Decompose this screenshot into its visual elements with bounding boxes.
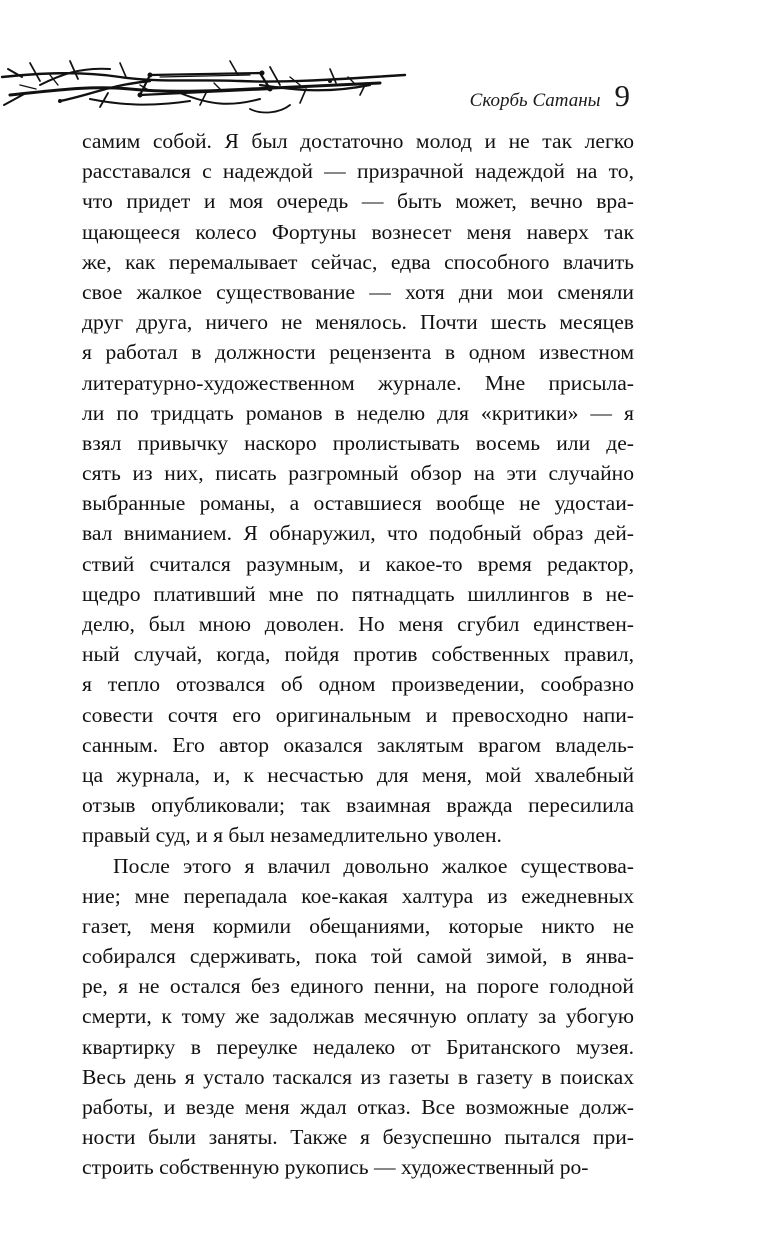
text-line: ре, я не остался без единого пенни, на пороге голодной bbox=[82, 974, 634, 999]
text-line: друг друга, ничего не менялось. Почти шесть месяцев bbox=[82, 310, 634, 335]
text-line: делю, был мною доволен. Но меня сгубил единствен- bbox=[82, 612, 634, 636]
text-line: свое жалкое существование — хотя дни мои сменяли bbox=[82, 279, 634, 304]
text-line: правый суд, и я был незамедлительно уволен. bbox=[82, 823, 502, 848]
text-line: я тепло отозвался об одном произведении, сообразно bbox=[82, 672, 634, 697]
text-line: самим собой. Я был достаточно молод и не так легко bbox=[82, 129, 634, 153]
text-line: ный случай, когда, пойдя против собственных правил, bbox=[82, 642, 634, 667]
text-line: строить собственную рукопись — художественный ро- bbox=[82, 1155, 589, 1180]
text-line: смерти, к тому же задолжав месячную оплату за убогую bbox=[82, 1004, 634, 1029]
text-line: взял привычку наскоро пролистывать восемь или де- bbox=[82, 430, 634, 455]
text-line: я работал в должности рецензента в одном известном bbox=[82, 340, 634, 365]
text-line: квартирку в переулке недалеко от Британского музея. bbox=[82, 1034, 634, 1059]
text-line: ли по тридцать романов в неделю для «критики» — я bbox=[82, 400, 634, 425]
text-line: что придет и моя очередь — быть может, вечно вра- bbox=[82, 189, 634, 214]
running-head bbox=[470, 80, 630, 120]
text-line: вал вниманием. Я обнаружил, что подобный образ дей- bbox=[82, 521, 634, 546]
text-line: отзыв опубликовали; так взаимная вражда пересилила bbox=[82, 793, 634, 818]
text-line: совести сочтя его оригинальным и превосходно напи- bbox=[82, 702, 634, 727]
text-line: выбранные романы, а оставшиеся вообще не удостаи- bbox=[82, 491, 634, 516]
text-line: ние; мне перепадала кое-какая халтура из ежедневных bbox=[82, 883, 634, 908]
text-line: Весь день я устало таскался из газеты в газету в поисках bbox=[82, 1064, 634, 1089]
text-line: ствий считался разумным, и какое-то время редактор, bbox=[82, 551, 634, 576]
text-line: ца журнала, и, к несчастью для меня, мой хвалебный bbox=[82, 762, 634, 787]
text-line: щедро плативший мне по пятнадцать шиллингов в не- bbox=[82, 581, 634, 606]
page-number: 9 bbox=[614, 78, 630, 113]
text-line: литературно-художественном журнале. Мне присыла- bbox=[82, 370, 634, 395]
text-line: ности были заняты. Также я безуспешно пытался при- bbox=[82, 1125, 634, 1150]
text-line: газет, меня кормили обещаниями, которые никто не bbox=[82, 913, 634, 938]
body-text bbox=[82, 126, 634, 1183]
thorn-branch-icon bbox=[0, 55, 410, 125]
text-line: расставался с надеждой — призрачной надеждой на то, bbox=[82, 159, 634, 184]
text-line: работы, и везде меня ждал отказ. Все возможные долж- bbox=[82, 1095, 634, 1119]
text-line: щающееся колесо Фортуны вознесет меня наверх так bbox=[82, 219, 634, 244]
text-line: санным. Его автор оказался заклятым врагом владель- bbox=[82, 732, 634, 757]
text-line: же, как перемалывает сейчас, едва способного влачить bbox=[82, 249, 634, 274]
book-title: Скорбь Сатаны bbox=[469, 90, 601, 111]
text-line: После этого я влачил довольно жалкое существова- bbox=[113, 853, 634, 878]
text-line: собирался сдерживать, пока той самой зимой, в янва- bbox=[82, 944, 634, 969]
text-line: сять из них, писать разгромный обзор на эти случайно bbox=[82, 461, 634, 486]
